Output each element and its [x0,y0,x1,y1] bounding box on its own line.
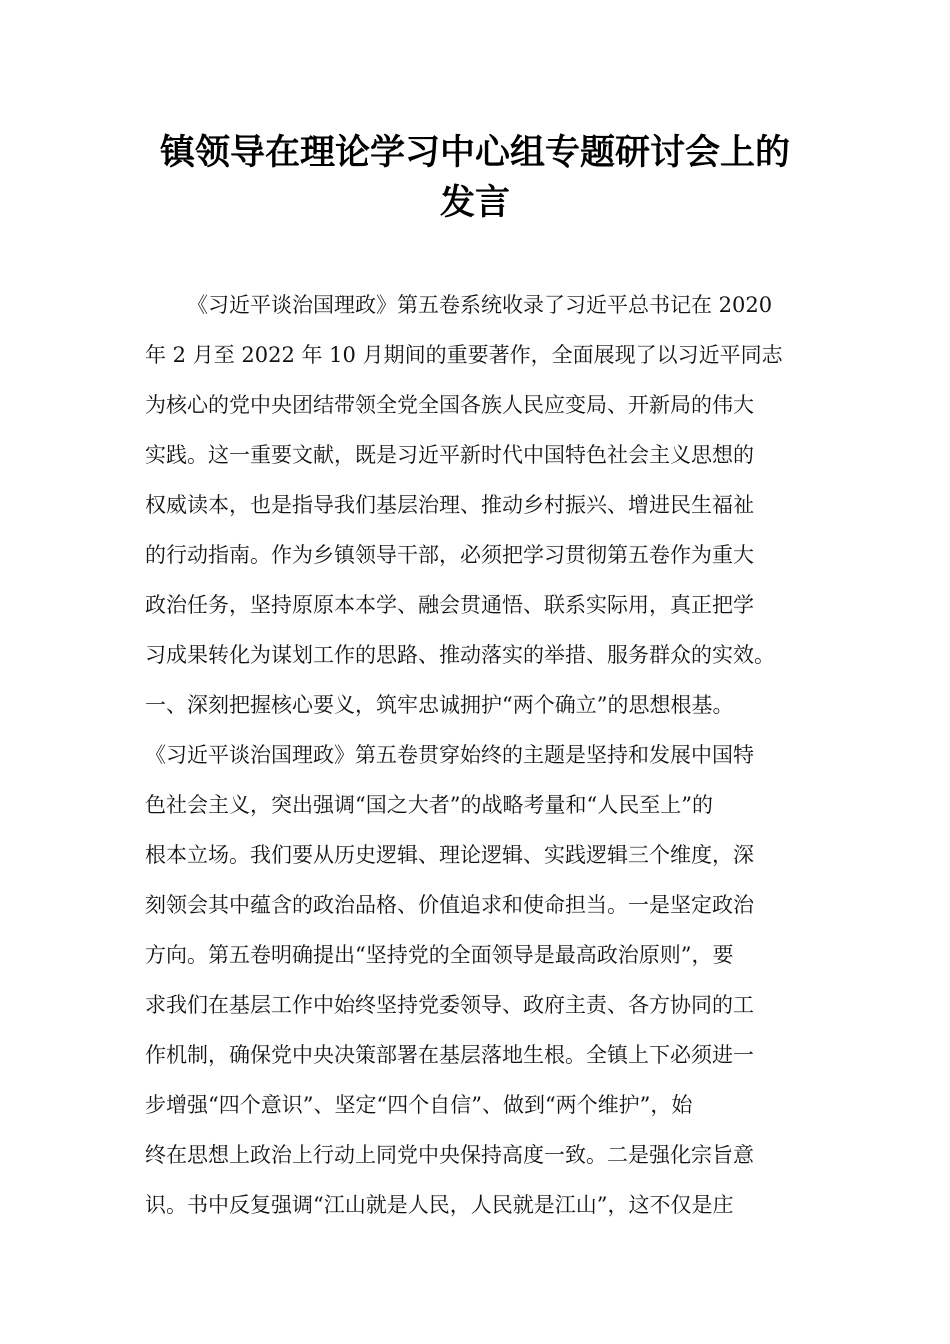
body-line: 实践。这一重要文献，既是习近平新时代中国特色社会主义思想的 [145,443,754,467]
body-line: 年 2 月至 2022 年 10 月期间的重要著作，全面展现了以习近平同志 [145,343,783,367]
body-line: 识。书中反复强调“江山就是人民，人民就是江山”，这不仅是庄 [145,1193,734,1217]
body-line: 方向。第五卷明确提出“坚持党的全面领导是最高政治原则”，要 [145,943,734,967]
body-line: 终在思想上政治上行动上同党中央保持高度一致。二是强化宗旨意 [145,1143,754,1167]
title-line-1: 镇领导在理论学习中心组专题研讨会上的 [159,133,790,173]
body-line: 为核心的党中央团结带领全党全国各族人民应变局、开新局的伟大 [145,393,754,417]
document-title [140,128,810,228]
body-line: 刻领会其中蕴含的政治品格、价值追求和使命担当。一是坚定政治 [145,893,754,917]
body-line: 求我们在基层工作中始终坚持党委领导、政府主责、各方协同的工 [145,993,754,1017]
body-line: 步增强“四个意识”、坚定“四个自信”、做到“两个维护”，始 [145,1093,693,1117]
body-line: 根本立场。我们要从历史逻辑、理论逻辑、实践逻辑三个维度，深 [145,843,754,867]
section-heading: 一、深刻把握核心要义，筑牢忠诚拥护“两个确立”的思想根基。 [145,693,734,717]
body-line: 色社会主义，突出强调“国之大者”的战略考量和“人民至上”的 [145,793,713,817]
body-line: 《习近平谈治国理政》第五卷系统收录了习近平总书记在 2020 [187,293,773,317]
body-line: 政治任务，坚持原原本本学、融会贯通悟、联系实际用，真正把学 [145,593,754,617]
body-line: 权威读本，也是指导我们基层治理、推动乡村振兴、增进民生福祉 [145,493,754,517]
body-line: 的行动指南。作为乡镇领导干部，必须把学习贯彻第五卷作为重大 [145,543,754,567]
title-line-2: 发言 [439,183,510,223]
body-line: 《习近平谈治国理政》第五卷贯穿始终的主题是坚持和发展中国特 [145,743,754,767]
document-body [145,280,825,1230]
body-line: 作机制，确保党中央决策部署在基层落地生根。全镇上下必须进一 [145,1043,754,1067]
body-line: 习成果转化为谋划工作的思路、推动落实的举措、服务群众的实效。 [145,643,775,667]
